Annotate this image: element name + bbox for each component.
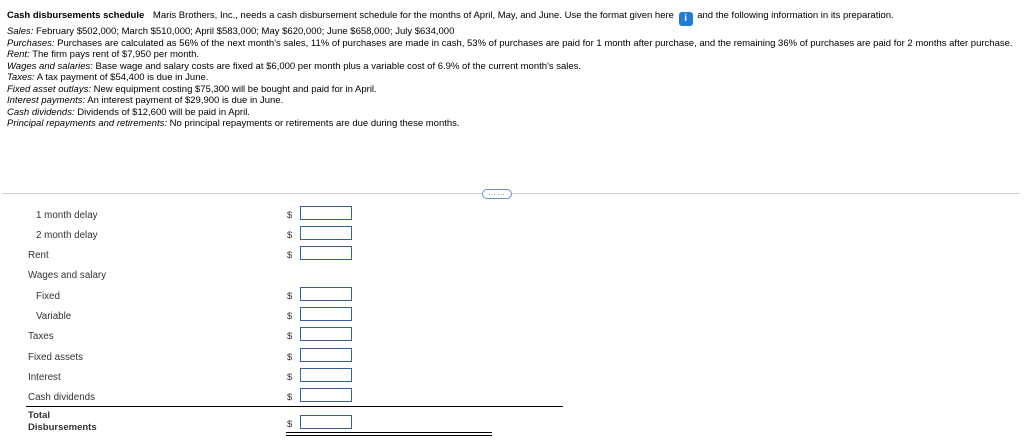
total-disbursements-input[interactable] (300, 415, 352, 429)
row-label-fixed-assets: Fixed assets (28, 352, 83, 363)
two-month-delay-input[interactable] (300, 226, 352, 240)
row-label-total-disbursements (28, 410, 97, 434)
info-icon[interactable]: i (679, 12, 693, 26)
wages-label: Wages and salaries: (7, 60, 93, 72)
currency-sign: $ (287, 311, 293, 322)
row-label-variable: Variable (36, 311, 72, 322)
purchases-line (7, 38, 1019, 50)
interest-text: An interest payment of $29,900 is due in June. (87, 95, 284, 106)
purchases-text: Purchases are calculated as 56% of the next month's sales, 11% of purchases are made in cash, 53% of purchases are paid for 1 month after purchase, and the remaining 36% of purchases are paid for 2 months after purchase. (57, 37, 1013, 49)
total-double-underline (286, 432, 492, 436)
dividends-line (7, 107, 1019, 119)
row-label-taxes: Taxes (28, 331, 54, 342)
currency-sign: $ (287, 392, 293, 403)
sales-text: February $502,000; March $510,000; April $583,000; May $620,000; June $658,000; July $634,000 (36, 26, 455, 37)
currency-sign: $ (287, 419, 293, 430)
taxes-input[interactable] (300, 327, 352, 341)
fixed-wages-input[interactable] (300, 287, 352, 301)
currency-sign: $ (287, 331, 293, 342)
rent-line (7, 49, 1019, 61)
row-label-2-month-delay: 2 month delay (36, 230, 98, 241)
rent-text: The firm pays rent of $7,950 per month. (32, 49, 200, 60)
dividends-label: Cash dividends: (7, 106, 75, 118)
purchases-label: Purchases: (7, 37, 55, 49)
principal-text: No principal repayments or retirements are due during these months. (169, 118, 460, 129)
principal-label: Principal repayments and retirements: (7, 118, 167, 129)
currency-sign: $ (287, 291, 293, 302)
currency-sign: $ (287, 372, 293, 383)
row-label-interest: Interest (28, 372, 61, 383)
taxes-line (7, 72, 1019, 84)
fixed-assets-input[interactable] (300, 348, 352, 362)
row-label-fixed: Fixed (36, 291, 60, 302)
row-label-1-month-delay: 1 month delay (36, 210, 98, 221)
total-label-line1: Total (28, 410, 50, 421)
currency-sign: $ (287, 210, 293, 221)
principal-line (7, 118, 1019, 130)
sales-line (7, 26, 1019, 38)
variable-wages-input[interactable] (300, 307, 352, 321)
currency-sign: $ (287, 230, 293, 241)
problem-statement (7, 10, 1019, 130)
cash-dividends-input[interactable] (300, 388, 352, 402)
rent-input[interactable] (300, 246, 352, 260)
intro-text: Maris Brothers, Inc., needs a cash disbursement schedule for the months of April, May, and June. Use the format given here (152, 10, 674, 21)
one-month-delay-input[interactable] (300, 206, 352, 220)
interest-line (7, 95, 1019, 107)
interest-input[interactable] (300, 368, 352, 382)
more-button[interactable]: …… (482, 189, 512, 199)
wages-text: Base wage and salary costs are fixed at $6,000 per month plus a variable cost of 6.9% of the current month's sales. (95, 60, 582, 72)
intro-text-after: and the following information in its preparation. (697, 10, 894, 21)
taxes-text: A tax payment of $54,400 is due in June. (36, 72, 209, 83)
fixed-asset-text: New equipment costing $75,300 will be bought and paid for in April. (93, 83, 377, 95)
sales-label: Sales: (7, 26, 34, 37)
currency-sign: $ (287, 250, 293, 261)
wages-line (7, 61, 1019, 73)
problem-intro (7, 10, 1019, 26)
problem-title: Cash disbursements schedule (7, 10, 145, 21)
row-label-rent: Rent (28, 250, 49, 261)
fixed-asset-label: Fixed asset outlays: (7, 83, 91, 95)
fixed-asset-line (7, 84, 1019, 96)
currency-sign: $ (287, 352, 293, 363)
dividends-text: Dividends of $12,600 will be paid in April. (77, 106, 250, 118)
rent-label: Rent: (7, 49, 30, 60)
taxes-label: Taxes: (7, 72, 35, 83)
interest-label: Interest payments: (7, 95, 86, 106)
row-label-wages-salary: Wages and salary (28, 270, 107, 281)
total-label-line2: Disbursements (28, 422, 97, 433)
total-rule (26, 406, 563, 407)
row-label-cash-dividends: Cash dividends (28, 392, 95, 403)
